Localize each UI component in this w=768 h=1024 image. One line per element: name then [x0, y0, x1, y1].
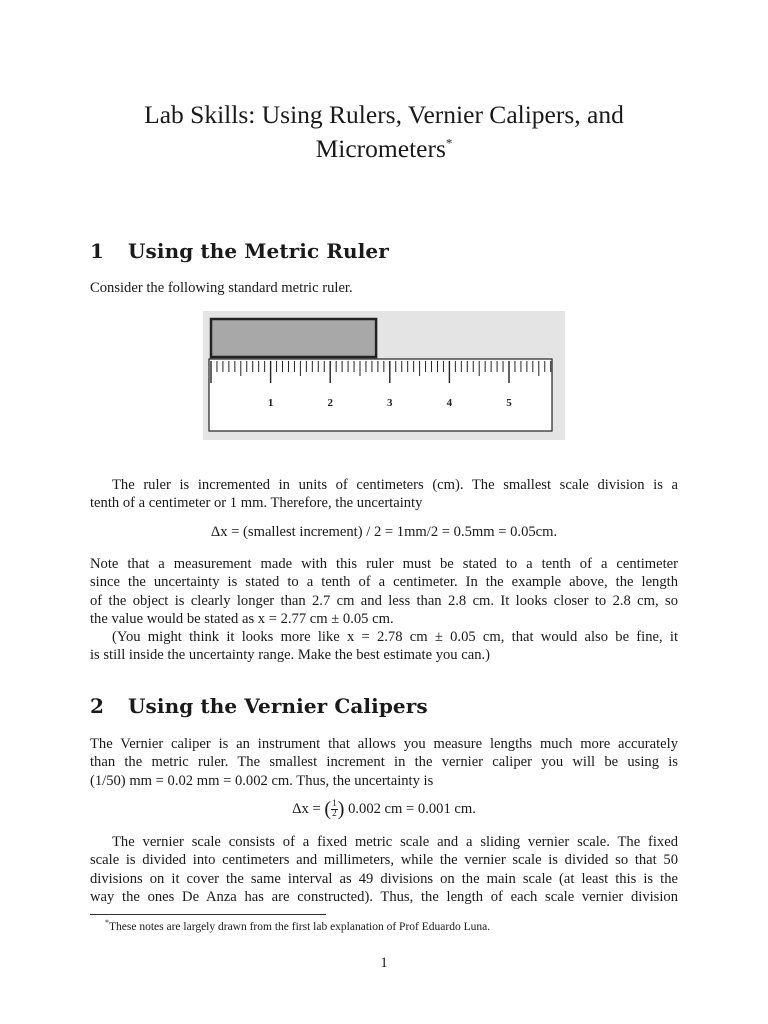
text-line: The Vernier caliper is an instrument that allows you measure lengths much more accurately: [90, 736, 678, 752]
section-1-number: 1: [90, 239, 105, 263]
text-line: scale is divided into centimeters and millimeters, while the vernier scale is divided so that 50: [90, 852, 678, 869]
equation-lhs: Δx =: [292, 800, 325, 817]
text-line: The vernier scale consists of a fixed metric scale and a sliding vernier scale. The fixed: [112, 834, 678, 850]
text-line: divisions on it cover the same interval as 49 divisions on the main scale (at least this is the: [90, 870, 678, 887]
title-line-1: Lab Skills: Using Rulers, Vernier Calipers, and: [144, 100, 624, 129]
section-2-paragraph-1: [90, 735, 678, 790]
measured-object: [211, 319, 376, 357]
text-line: The ruler is incremented in units of centimeters (cm). The smallest scale division is a: [112, 477, 678, 493]
equation-rhs: 0.002 cm = 0.001 cm.: [344, 800, 476, 817]
text-line: of the object is clearly longer than 2.7 cm and less than 2.8 cm. It looks closer to 2.8 cm, so: [90, 592, 678, 609]
section-1-heading: [90, 239, 389, 263]
section-2-heading: [90, 694, 428, 718]
section-1-paragraph-3: [90, 628, 678, 665]
text-line: since the uncertainty is stated to a tenth of a centimeter. In the example above, the length: [90, 574, 678, 591]
section-2-paragraph-2: [90, 833, 678, 906]
footnote-mark: *: [105, 918, 109, 927]
text-line: tenth of a centimeter or 1 mm. Therefore, the uncertainty: [90, 495, 423, 512]
fraction-denominator: 2: [332, 809, 337, 819]
fraction-numerator: 1: [332, 799, 337, 809]
footnote: [105, 918, 490, 933]
text-line: the value would be stated as x = 2.77 cm ± 0.05 cm.: [90, 610, 394, 627]
text-line: is still inside the uncertainty range. Make the best estimate you can.): [90, 647, 490, 664]
document-title: [90, 98, 678, 166]
section-1-paragraph-2: [90, 555, 678, 628]
ruler-cm-label: 2: [327, 397, 333, 409]
ruler-cm-label: 3: [387, 397, 393, 409]
uncertainty-equation: Δx = (smallest increment) / 2 = 1mm/2 = 0.5mm = 0.05cm.: [210, 524, 558, 540]
text-line: way the ones De Anza has are constructed). Thus, the length of each scale vernier division: [90, 888, 678, 905]
text-line: Note that a measurement made with this ruler must be stated to a tenth of a centimeter: [90, 556, 678, 572]
title-line-2: Micrometers: [315, 134, 446, 163]
vernier-uncertainty-equation: Δx = ( $\frac{1}{2}$ ) 0.002 cm = 0.001 cm.: [292, 798, 476, 820]
ruler-cm-label: 5: [506, 397, 512, 409]
ruler-cm-label: 4: [446, 397, 453, 409]
text-line: than the metric ruler. The smallest increment in the vernier caliper you will be using is: [90, 754, 678, 771]
footnote-text: These notes are largely drawn from the first lab explanation of Prof Eduardo Luna.: [109, 920, 491, 933]
section-1-intro: Consider the following standard metric ruler.: [90, 280, 353, 296]
section-2-number: 2: [90, 694, 105, 718]
title-footnote-mark: *: [445, 135, 453, 151]
section-1-title: Using the Metric Ruler: [128, 239, 389, 263]
ruler-body: [209, 359, 552, 431]
text-line: (1/50) mm = 0.02 mm = 0.002 cm. Thus, the uncertainty is: [90, 772, 434, 789]
text-line: (You might think it looks more like x = 2.78 cm ± 0.05 cm, that would also be fine, it: [112, 629, 678, 645]
section-1-paragraph-1: [90, 476, 678, 513]
section-2-title: Using the Vernier Calipers: [128, 694, 428, 718]
page-number: 1: [380, 955, 388, 971]
footnote-rule: [90, 914, 326, 915]
one-half-fraction: [331, 800, 338, 819]
metric-ruler-figure: [203, 311, 565, 440]
ruler-cm-label: 1: [267, 397, 274, 409]
